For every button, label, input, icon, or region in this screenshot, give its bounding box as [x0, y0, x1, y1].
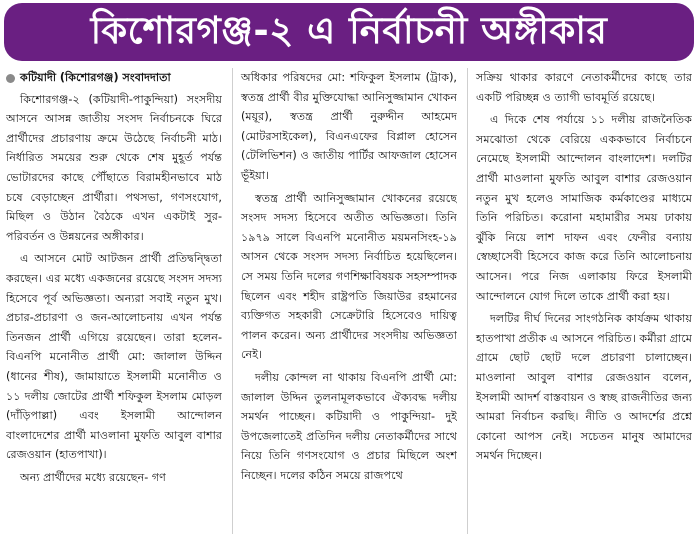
headline-banner: [4, 3, 694, 61]
paragraph: এ দিকে শেষ পর্যায়ে ১১ দলীয় রাজনৈতিক সমঝোতা থেকে বেরিয়ে এককভাবে নির্বাচনে নেমেছে ইসলামী আন্দোলন বাংলাদেশ। দলটির প্রার্থী মাওলানা মুফতি আবুল বাশার রেজওয়ান নতুন মুখ হলেও সামাজিক কর্মকাণ্ডের মাধ্যমে তিনি পরিচিত। করোনা মহামারীর সময় ঢাকায় ঝুঁকি নিয়ে লাশ দাফন এবং ফেনীর বন্যায় স্বেচ্ছাসেবী হিসেবে কাজ করে তিনি আলোচনায় আসেন। পরে নিজ এলাকায় ফিরে ইসলামী আন্দোলনে যোগ দিলে তাকে প্রার্থী করা হয়।: [476, 113, 692, 303]
paragraph: সক্রিয় থাকার কারণে নেতাকর্মীদের কাছে তার একটি পরিচ্ছন্ন ও ত্যাগী ভাবমূর্তি রয়েছে।: [476, 71, 692, 104]
paragraph: স্বতন্ত্র প্রার্থী আনিসুজ্জামান খোকনের রয়েছে সংসদ সদস্য হিসেবে অতীত অভিজ্ঞতা। তিনি ১৯৭৯ সালে বিএনপি মনোনীত ময়মনসিংহ-১৯ আসন থেকে সংসদ সদস্য নির্বাচিত হয়েছিলেন। সে সময় তিনি দলের গণশিক্ষাবিষয়ক সহসম্পাদক ছিলেন এবং শহীদ রাষ্ট্রপতি জিয়াউর রহমানের ব্যক্তিগত সহকারী সেক্রেটারি হিসেবেও দায়িত্ব পালন করেন। অন্য প্রার্থীদের সংসদীয় অভিজ্ঞতা নেই।: [241, 191, 457, 362]
article-column-2: [232, 68, 457, 534]
paragraph: অন্য প্রার্থীদের মধ্যে রয়েছেন- গণ: [20, 470, 166, 484]
paragraph: দলীয় কোন্দল না থাকায় বিএনপি প্রার্থী মো: জালাল উদ্দিন তুলনামূলকভাবে ঐক্যবদ্ধ দলীয় সমর্থন পাচ্ছেন। কটিয়াদী ও পাকুন্দিয়া- দুই উপজেলাতেই প্রতিদিন দলীয় নেতাকর্মীদের সাথে নিয়ে তিনি গণসংযোগ ও প্রচার মিছিলে অংশ নিচ্ছেন। দলের কঠিন সময়ে রাজপথে: [241, 370, 457, 482]
paragraph: অধিকার পরিষদের মো: শফিকুল ইসলাম (ট্রাক), স্বতন্ত্র প্রার্থী বীর মুক্তিযোদ্ধা আনিসুজ্জামান খোকন (ময়ূর), স্বতন্ত্র প্রার্থী নুরুদ্দীন আহমেদ (মোটরসাইকেল), বিএনএফের বিপ্লাল হোসেন (টেলিভিশন) ও জাতীয় পার্টির আফজাল হোসেন ভূঁইয়া।: [241, 71, 457, 182]
paragraph: দলটির দীর্ঘ দিনের সাংগঠনিক কার্যক্রম থাকায় হাতপাখা প্রতীক এ আসনে পরিচিত। কর্মীরা গ্রামে গ্রামে ছোট ছোট দলে প্রচারণা চালাচ্ছেন। মাওলানা আবুল বাশার রেজওয়ান বলেন, ইসলামী আদর্শ বাস্তবায়ন ও স্বচ্ছ রাজনীতির জন্য আমরা নির্বাচন করছি। নীতি ও আদর্শের প্রশ্নে কোনো আপস নেই। সচেতন মানুষ আমাদের সমর্থন দিচ্ছেন।: [476, 312, 692, 463]
paragraph: এ আসনে মোট আটজন প্রার্থী প্রতিদ্বন্দ্বিতা করছেন। এর মধ্যে একজনের রয়েছে সংসদ সদস্য হিসেবে পূর্ব অভিজ্ঞতা। অন্যরা সবাই নতুন মুখ। প্রচার-প্রচারণা ও জন-আলোচনায় এখন পর্যন্ত তিনজন প্রার্থী এগিয়ে রয়েছেন। তারা হলেন- বিএনপি মনোনীত প্রার্থী মো: জালাল উদ্দিন (ধানের শীষ), জামায়াতে ইসলামী মনোনীত ও ১১ দলীয় জোটের প্রার্থী শফিকুল ইসলাম মোড়ল (দাঁড়িপাল্লা) এবং ইসলামী আন্দোলন বাংলাদেশের প্রার্থী মাওলানা মুফতি আবুল বাশার রেজওয়ান (হাতপাখা)।: [6, 252, 222, 462]
bullet-icon: [6, 74, 15, 83]
article-column-3: [467, 68, 692, 534]
paragraph: কিশোরগঞ্জ-২ (কটিয়াদী-পাকুন্দিয়া) সংসদীয় আসনে আসন্ন জাতীয় সংসদ নির্বাচনকে ঘিরে প্রার্থীদের প্রচারণায় ক্রমে উঠেছে নির্বাচনী মাঠ। নির্ধারিত সময়ের শুরু থেকে শেষ মুহূর্ত পর্যন্ত ভোটারদের কাছে পৌঁছাতে বিরামহীনভাবে মাঠ চষে বেড়াচ্ছেন প্রার্থীরা। পথসভা, গণসংযোগ, মিছিল ও উঠান বৈঠকে এখন একটাই সুর- পরিবর্তন ও উন্নয়নের অঙ্গীকার।: [6, 92, 222, 243]
byline: [6, 68, 222, 88]
article-column-1: [6, 68, 222, 534]
article-body: [6, 68, 692, 534]
headline: কিশোরগঞ্জ-২ এ নির্বাচনী অঙ্গীকার: [90, 8, 608, 52]
byline-text: কটিয়াদী (কিশোরগঞ্জ) সংবাদদাতা: [20, 71, 171, 84]
